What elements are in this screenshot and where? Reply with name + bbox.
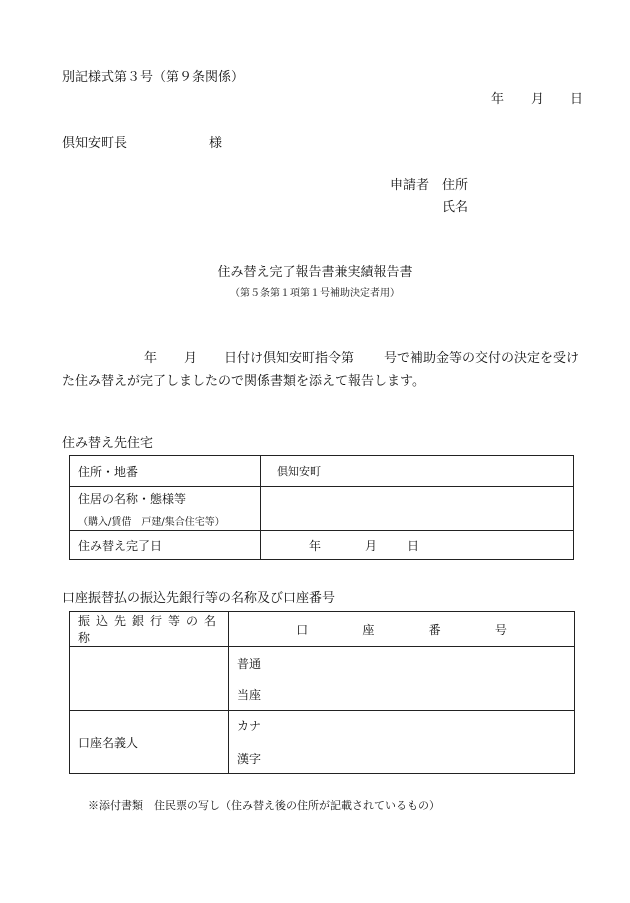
account-header-char: 号 bbox=[494, 622, 507, 637]
body-line1-a: 日付け倶知安町指令第 bbox=[224, 351, 355, 366]
holder-kanji-label: 漢字 bbox=[237, 752, 262, 766]
account-header-char: 口 bbox=[296, 622, 309, 637]
body-month: 月 bbox=[184, 351, 198, 366]
address-label: 住所・地番 bbox=[78, 464, 139, 479]
holder-kana-label: カナ bbox=[237, 719, 262, 733]
bank-table bbox=[69, 611, 575, 774]
page-subtitle: （第５条第１項第１号補助決定者用） bbox=[230, 288, 400, 299]
date-year-label: 年 bbox=[491, 92, 505, 107]
page-title: 住み替え完了報告書兼実績報告書 bbox=[217, 265, 413, 280]
completion-month: 月 bbox=[365, 538, 378, 553]
bank-header: 振込先銀行等の名称 bbox=[78, 614, 223, 645]
account-header-char: 番 bbox=[428, 622, 441, 637]
account-type-futsu: 普通 bbox=[237, 656, 262, 671]
account-header-char: 座 bbox=[362, 622, 375, 637]
account-type-cell bbox=[229, 647, 575, 711]
residence-note: （購入/賃借 戸建/集合住宅等） bbox=[78, 516, 225, 528]
holder-label-cell bbox=[70, 711, 229, 774]
form-number: 別記様式第３号（第９条関係） bbox=[62, 70, 245, 85]
date-day-label: 日 bbox=[570, 92, 584, 107]
residence-label: 住居の名称・態様等 bbox=[78, 491, 187, 506]
holder-label: 口座名義人 bbox=[78, 735, 139, 750]
completion-day: 日 bbox=[407, 538, 420, 553]
applicant-label: 申請者 bbox=[390, 178, 430, 193]
completion-label-cell bbox=[70, 531, 261, 560]
bank-header-cell bbox=[70, 612, 229, 647]
account-header-cell bbox=[229, 612, 575, 647]
address-value: 倶知安町 bbox=[277, 465, 321, 478]
section2-heading: 口座振替払の振込先銀行等の名称及び口座番号 bbox=[62, 591, 336, 606]
bank-name-cell bbox=[70, 647, 229, 711]
address-value-cell bbox=[261, 456, 574, 487]
body-line1-b: 号で補助金等の交付の決定を受け bbox=[384, 351, 580, 366]
residence-table bbox=[69, 455, 574, 560]
section1-heading: 住み替え先住宅 bbox=[62, 436, 154, 451]
date-month-label: 月 bbox=[531, 92, 545, 107]
holder-name-cell bbox=[229, 711, 575, 774]
applicant-address-label: 住所 bbox=[442, 178, 469, 193]
attachment-note: ※添付書類 住民票の写し（住み替え後の住所が記載されているもの） bbox=[88, 799, 440, 812]
address-label-cell bbox=[70, 456, 261, 487]
addressee-honorific: 様 bbox=[209, 136, 223, 151]
completion-label: 住み替え完了日 bbox=[78, 538, 163, 553]
completion-year: 年 bbox=[309, 538, 322, 553]
residence-label-cell bbox=[70, 487, 261, 531]
body-line2: た住み替えが完了しましたので関係書類を添えて報告します。 bbox=[62, 374, 425, 389]
completion-date-cell bbox=[261, 531, 574, 560]
body-year: 年 bbox=[144, 351, 158, 366]
account-type-touza: 当座 bbox=[237, 687, 262, 702]
applicant-name-label: 氏名 bbox=[442, 200, 469, 215]
addressee-name: 倶知安町長 bbox=[62, 136, 128, 151]
residence-value-cell bbox=[261, 487, 574, 531]
